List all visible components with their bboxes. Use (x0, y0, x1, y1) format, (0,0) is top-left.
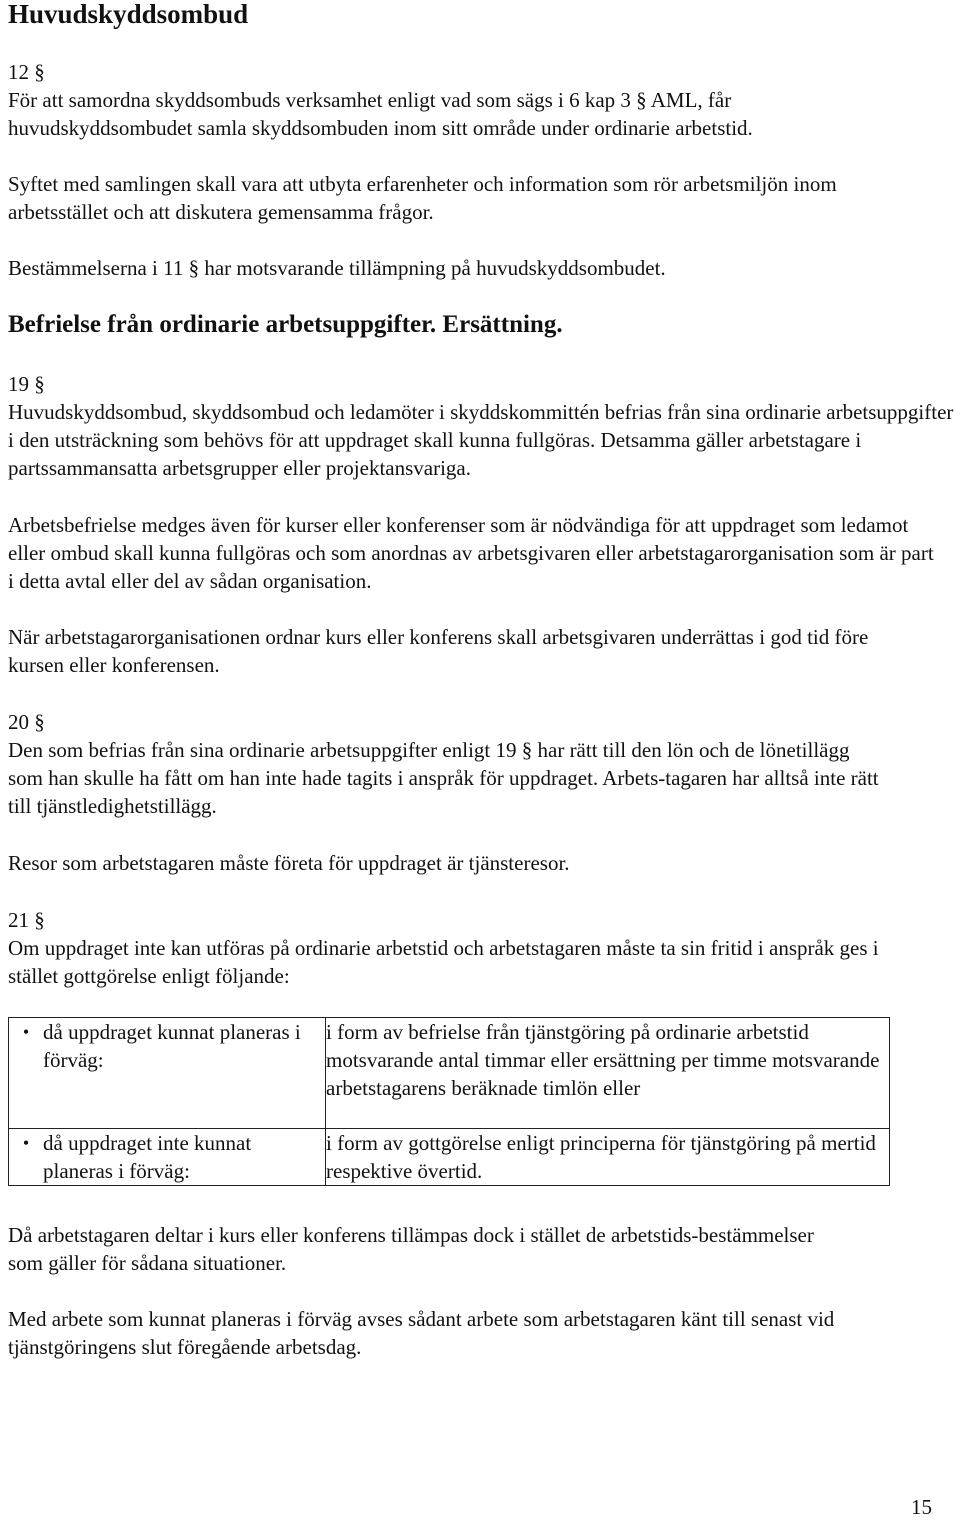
section-subheading: Befrielse från ordinarie arbetsuppgifter. Ersättning. (8, 311, 563, 338)
section-12-paragraph-3: Bestämmelserna i 11 § har motsvarande tillämpning på huvudskyddsombudet. (8, 256, 666, 280)
compensation-cell: i form av gottgörelse enligt principerna för tjänstgöring på mertid respektive övertid. (326, 1129, 890, 1186)
section-19-number: 19 § (8, 372, 45, 396)
section-21-paragraph-3: Med arbete som kunnat planeras i förväg avses sådant arbete som arbetstagaren känt till senast vid tjänstgöringens slut föregående arbetsdag. (8, 1307, 835, 1359)
section-20-paragraph-2: Resor som arbetstagaren måste företa för uppdraget är tjänsteresor. (8, 851, 570, 875)
section-12-paragraph-2: Syftet med samlingen skall vara att utbyta erfarenheter och information som rör arbetsmiljön inom arbetsstället och att diskutera gemensamma frågor. (8, 172, 837, 224)
condition-cell (9, 1018, 326, 1129)
section-19-paragraph-3: När arbetstagarorganisationen ordnar kurs eller konferens skall arbetsgivaren underrättas i god tid före kursen eller konferensen. (8, 625, 869, 677)
compensation-cell: i form av befrielse från tjänstgöring på ordinarie arbetstid motsvarande antal timmar eller ersättning per timme motsvarande arbetstagarens beräknade timlön eller (326, 1018, 890, 1129)
section-20-number: 20 § (8, 710, 45, 734)
table-row (9, 1129, 890, 1186)
section-12-paragraph-1: För att samordna skyddsombuds verksamhet enligt vad som sägs i 6 kap 3 § AML, får huvudskyddsombudet samla skyddsombuden inom sitt område under ordinarie arbetstid. (8, 88, 753, 140)
section-21-paragraph-2: Då arbetstagaren deltar i kurs eller konferens tillämpas dock i stället de arbetstids-bestämmelser som gäller för sådana situationer. (8, 1223, 814, 1275)
table-row (9, 1018, 890, 1129)
condition-text: då uppdraget kunnat planeras i förväg: (43, 1020, 301, 1072)
condition-cell (9, 1129, 326, 1186)
page-heading: Huvudskyddsombud (8, 0, 249, 29)
condition-text: då uppdraget inte kunnat planeras i förväg: (43, 1131, 252, 1183)
bullet-icon: • (22, 1133, 30, 1153)
section-21-paragraph-1: Om uppdraget inte kan utföras på ordinarie arbetstid och arbetstagaren måste ta sin fritid i anspråk ges i stället gottgörelse enligt följande: (8, 936, 879, 988)
section-19-paragraph-1: Huvudskyddsombud, skyddsombud och ledamöter i skyddskommittén befrias från sina ordinarie arbetsuppgifter i den utsträckning som behövs för att uppdraget skall kunna fullgöras. Detsamma gäller arbetstagare i partssammansatta arbetsgrupper eller projektansvariga. (8, 400, 954, 480)
section-12-number: 12 § (8, 60, 45, 84)
section-19-paragraph-2: Arbetsbefrielse medges även för kurser eller konferenser som är nödvändiga för att uppdraget som ledamot eller ombud skall kunna fullgöras och som anordnas av arbetsgivaren eller arbetstagarorganisation som är part i detta avtal eller del av sådan organisation. (8, 513, 934, 593)
bullet-icon: • (22, 1022, 30, 1042)
section-20-paragraph-1: Den som befrias från sina ordinarie arbetsuppgifter enligt 19 § har rätt till den lön och de lönetillägg som han skulle ha fått om han inte hade tagits i anspråk för uppdraget. Arbets-tagaren har alltså inte rätt till tjänstledighetstillägg. (8, 738, 879, 818)
compensation-table (8, 1017, 890, 1186)
page-number: 15 (911, 1495, 932, 1519)
section-21-number: 21 § (8, 908, 45, 932)
